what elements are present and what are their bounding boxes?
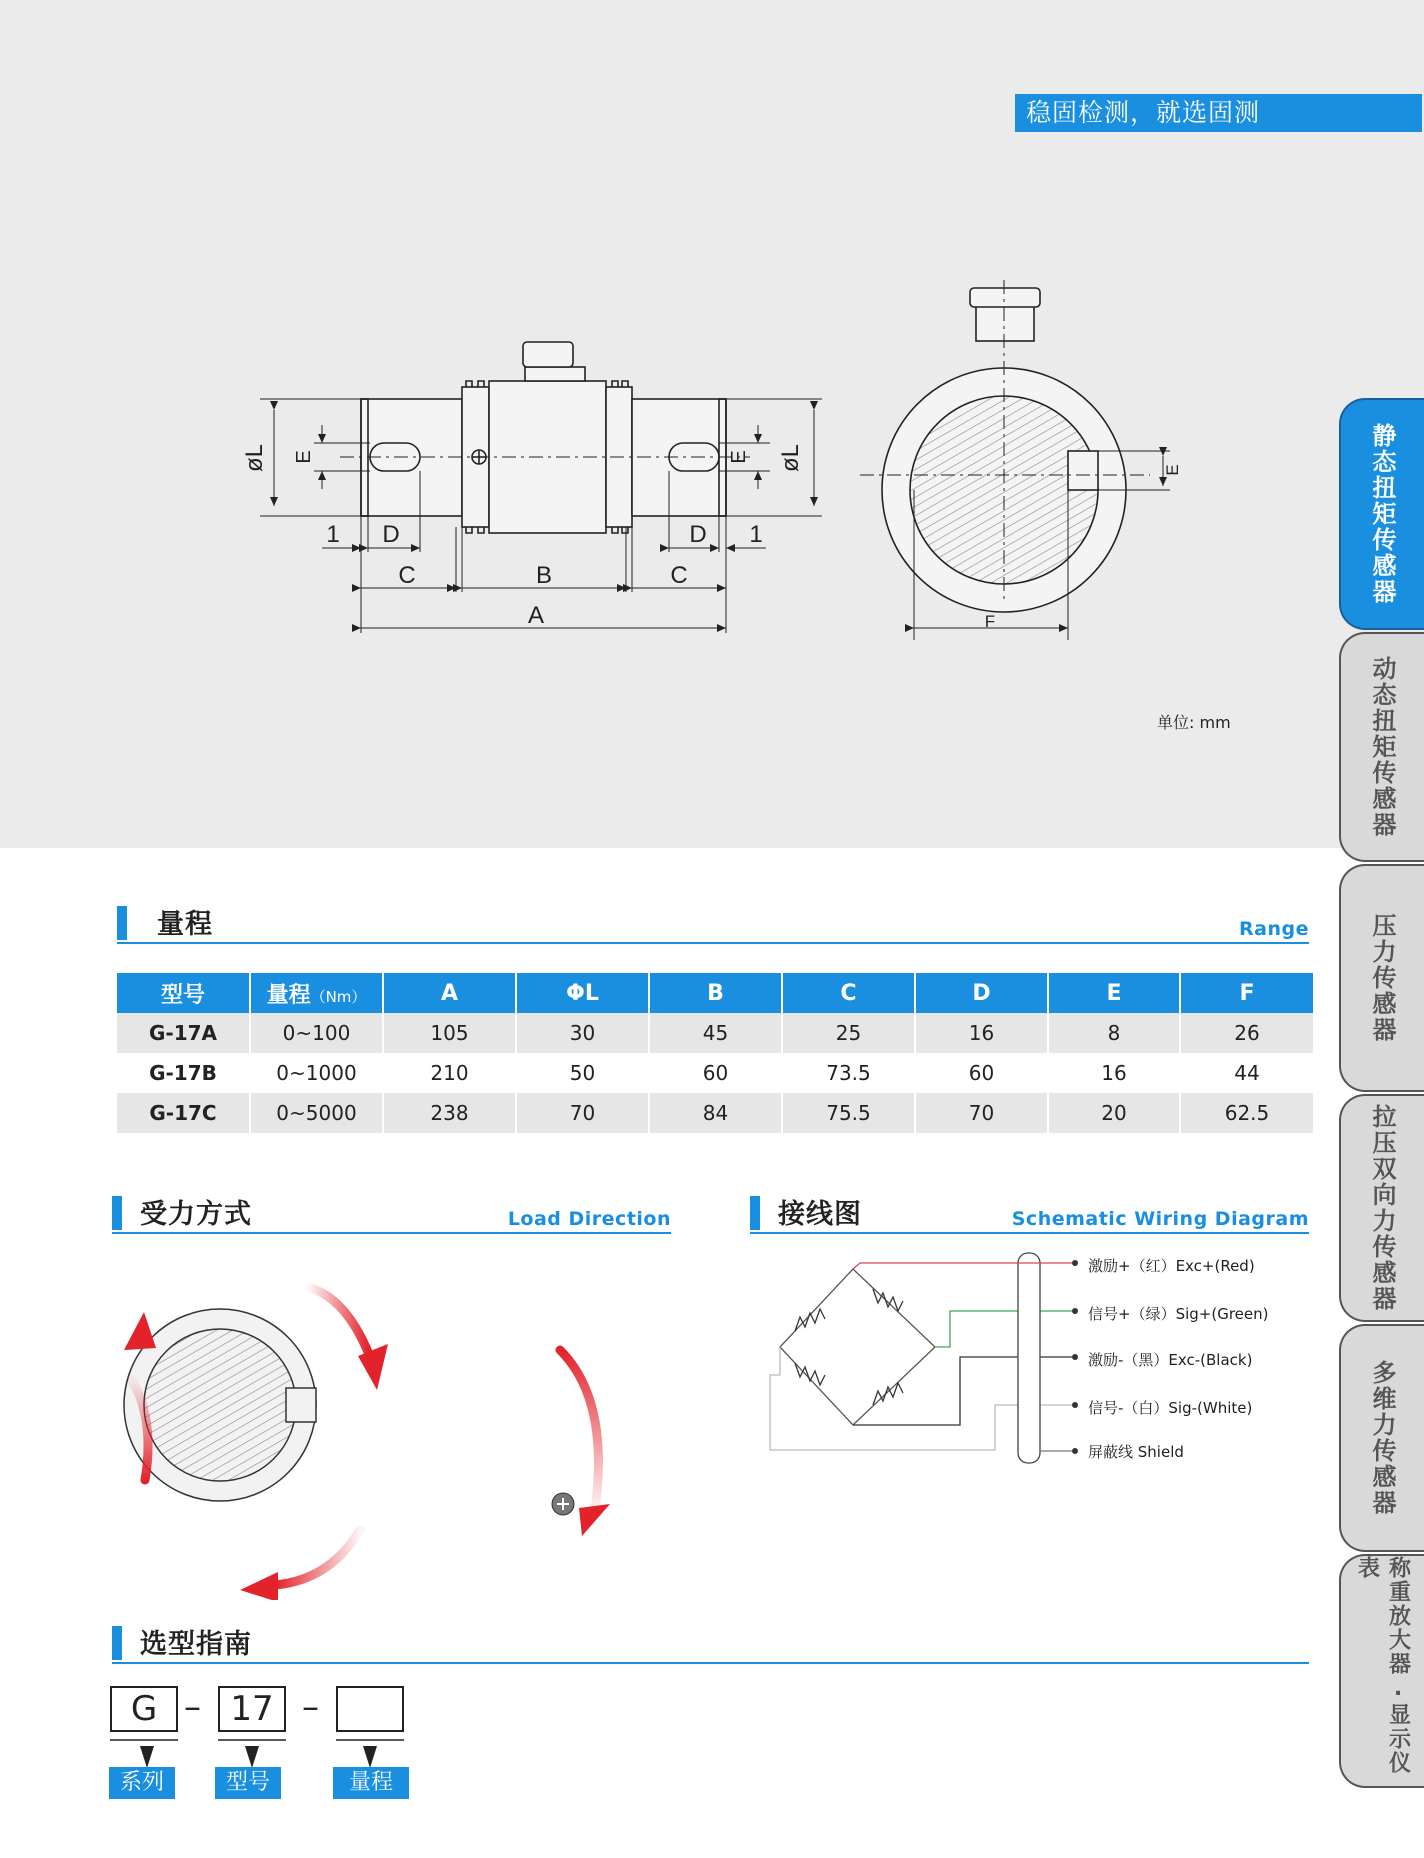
- C-label-left: C: [398, 562, 416, 589]
- code-range-box: [336, 1686, 404, 1732]
- tab-label: 动态扭矩传感器: [1368, 656, 1396, 838]
- wire-label-sig-minus: 信号-（白）Sig-(White): [1088, 1399, 1253, 1417]
- code-model-box: 17: [218, 1686, 286, 1732]
- cell-C: 75.5: [782, 1093, 915, 1133]
- phiL-label-left: øL: [241, 443, 268, 473]
- tab-tension-compression[interactable]: [1339, 1094, 1424, 1322]
- wiring-section-header: [750, 1192, 1309, 1234]
- E-label-left: E: [293, 450, 315, 464]
- bridge-outline: [780, 1269, 935, 1425]
- cell-B: 45: [649, 1013, 782, 1053]
- cell-D: 60: [915, 1053, 1048, 1093]
- wire-label-shield: 屏蔽线 Shield: [1088, 1443, 1184, 1461]
- selection-title: 选型指南: [140, 1629, 252, 1660]
- tab-multi-axis[interactable]: [1339, 1324, 1424, 1552]
- cell-model: G-17C: [117, 1093, 250, 1133]
- header-range-label: 量程: [266, 982, 311, 1008]
- cell-C: 25: [782, 1013, 915, 1053]
- connector: [523, 342, 573, 367]
- cell-B: 60: [649, 1053, 782, 1093]
- spec-table: [117, 973, 1313, 1133]
- cell-A: 210: [383, 1053, 516, 1093]
- cell-E: 16: [1048, 1053, 1180, 1093]
- tab-label: 多维力传感器: [1368, 1360, 1396, 1516]
- C-label-right: C: [670, 562, 688, 589]
- cell-C: 73.5: [782, 1053, 915, 1093]
- wiring-title: 接线图: [778, 1199, 862, 1230]
- B-label: B: [535, 562, 553, 589]
- header-F: F: [1180, 973, 1313, 1013]
- section-marker: [750, 1196, 760, 1230]
- cell-range: 0~5000: [250, 1093, 383, 1133]
- D-label-left: D: [382, 521, 400, 548]
- tab-label: 压力传感器: [1368, 913, 1396, 1043]
- key-slot: [286, 1388, 316, 1422]
- E-label-right: E: [728, 450, 750, 464]
- tab-pressure[interactable]: [1339, 864, 1424, 1092]
- category-tabs: [1339, 0, 1424, 1858]
- header-range: [250, 973, 383, 1013]
- cell-A: 238: [383, 1093, 516, 1133]
- range-title: 量程: [157, 909, 213, 940]
- table-row: [117, 1093, 1313, 1133]
- cell-E: 8: [1048, 1013, 1180, 1053]
- phiL-label-right: øL: [777, 443, 804, 473]
- range-section-header: [117, 902, 1309, 944]
- arrow-bottom: [275, 1530, 360, 1585]
- section-marker: [112, 1196, 122, 1230]
- code-separator: –: [302, 1687, 319, 1727]
- arrow-top-right: [310, 1288, 368, 1352]
- cable-jacket: [1018, 1253, 1040, 1463]
- label-range: 量程: [333, 1767, 409, 1799]
- label-series: 系列: [109, 1767, 175, 1799]
- E-label-front: E: [1163, 464, 1182, 476]
- header-range-unit: （Nm）: [310, 987, 367, 1006]
- tab-label: 拉压双向力传感器: [1368, 1104, 1396, 1312]
- cell-phiL: 30: [516, 1013, 649, 1053]
- one-label-left: 1: [326, 521, 340, 548]
- cell-F: 62.5: [1180, 1093, 1313, 1133]
- load-direction-diagram: [100, 1240, 660, 1600]
- cell-phiL: 70: [516, 1093, 649, 1133]
- cell-D: 16: [915, 1013, 1048, 1053]
- wire-sig-plus: [935, 1311, 1072, 1347]
- cell-A: 105: [383, 1013, 516, 1053]
- cell-F: 26: [1180, 1013, 1313, 1053]
- header-E: E: [1048, 973, 1180, 1013]
- table-row: [117, 1053, 1313, 1093]
- load-title: 受力方式: [140, 1199, 252, 1230]
- header-B: B: [649, 973, 782, 1013]
- shaft-inner: [144, 1329, 296, 1481]
- cell-range: 0~100: [250, 1013, 383, 1053]
- label-model: 型号: [215, 1767, 281, 1799]
- cell-B: 84: [649, 1093, 782, 1133]
- A-label: A: [527, 602, 545, 629]
- load-title-en: Load Direction: [507, 1208, 671, 1230]
- header-D: D: [915, 973, 1048, 1013]
- wire-label-exc-minus: 激励-（黑）Exc-(Black): [1088, 1351, 1253, 1369]
- header-C: C: [782, 973, 915, 1013]
- table-header-row: [117, 973, 1313, 1013]
- cell-phiL: 50: [516, 1053, 649, 1093]
- section-marker: [112, 1626, 122, 1660]
- header-A: A: [383, 973, 516, 1013]
- tab-static-torque[interactable]: [1339, 398, 1424, 630]
- code-series-box: G: [110, 1686, 178, 1732]
- tab-amplifier[interactable]: [1339, 1554, 1424, 1788]
- header-model: 型号: [117, 973, 250, 1013]
- tab-label: 称重放大器.显示仪表: [1354, 1556, 1411, 1775]
- cell-E: 20: [1048, 1093, 1180, 1133]
- F-label-front: F: [984, 612, 996, 631]
- header-phiL: ΦL: [516, 973, 649, 1013]
- table-row: [117, 1013, 1313, 1053]
- wire-label-sig-plus: 信号+（绿）Sig+(Green): [1088, 1305, 1269, 1323]
- cell-range: 0~1000: [250, 1053, 383, 1093]
- wiring-diagram: [760, 1245, 1080, 1475]
- slogan-banner: 稳固检测，就选固测: [1015, 94, 1422, 132]
- load-section-header: [112, 1192, 671, 1234]
- D-label-right: D: [689, 521, 707, 548]
- arrow-right: [560, 1350, 598, 1510]
- unit-note: 单位: mm: [1157, 713, 1231, 732]
- tab-label: 静态扭矩传感器: [1368, 423, 1396, 605]
- wiring-title-en: Schematic Wiring Diagram: [1011, 1208, 1309, 1230]
- range-title-en: Range: [1239, 918, 1309, 940]
- one-label-right: 1: [749, 521, 763, 548]
- code-separator: –: [184, 1687, 201, 1727]
- tab-dynamic-torque[interactable]: [1339, 632, 1424, 862]
- section-marker: [117, 906, 127, 940]
- cell-D: 70: [915, 1093, 1048, 1133]
- selection-section-header: [112, 1622, 1309, 1664]
- wire-label-exc-plus: 激励+（红）Exc+(Red): [1088, 1257, 1255, 1275]
- cell-model: G-17B: [117, 1053, 250, 1093]
- cell-model: G-17A: [117, 1013, 250, 1053]
- wire-exc-plus: [853, 1263, 1010, 1269]
- cell-F: 44: [1180, 1053, 1313, 1093]
